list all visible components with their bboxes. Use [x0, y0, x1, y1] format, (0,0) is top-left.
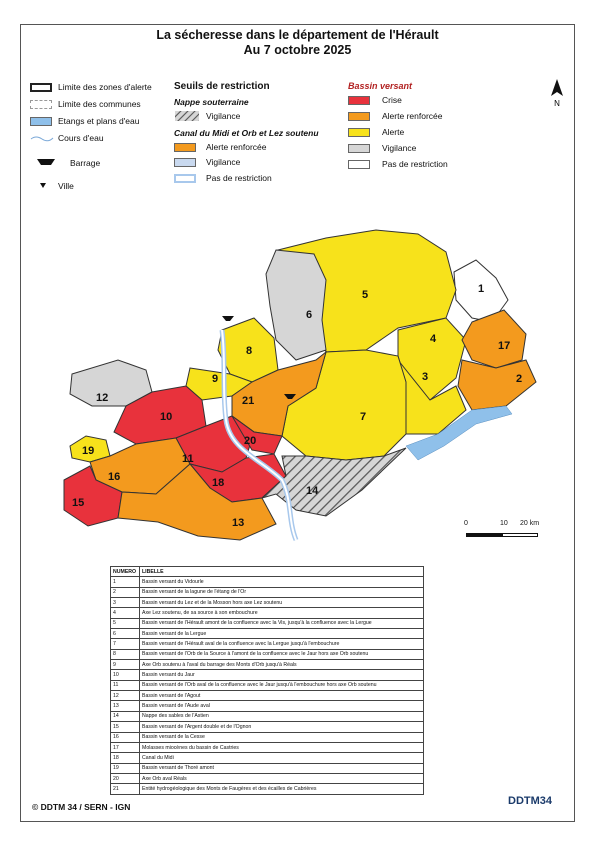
alerte-renforcee-swatch: [348, 112, 370, 121]
row-number: 1: [111, 577, 140, 587]
footer-credits: © DDTM 34 / SERN - IGN: [32, 802, 131, 812]
row-label: Bassin versant du Vidourle: [140, 577, 424, 587]
zone-label-14: 14: [306, 485, 319, 497]
row-number: 10: [111, 670, 140, 680]
zone-label-2: 2: [516, 373, 523, 385]
row-number: 16: [111, 732, 140, 742]
row-label: Canal du Midi: [140, 753, 424, 763]
title-line-1: La sécheresse dans le département de l'Hérault: [156, 28, 439, 42]
zone-label-8: 8: [246, 345, 253, 357]
zones-table: [110, 566, 424, 795]
zone-label-1: 1: [478, 283, 485, 295]
north-label: N: [554, 99, 560, 108]
legend-nappe-vigilance: Vigilance: [206, 111, 241, 121]
table-row: [111, 784, 424, 794]
scale-zero: 0: [464, 520, 468, 527]
zone-label-19: 19: [82, 445, 95, 457]
table-row: [111, 618, 424, 628]
row-number: 8: [111, 649, 140, 659]
zone-2: [458, 360, 536, 410]
scale-bar: [462, 520, 542, 540]
row-number: 2: [111, 587, 140, 597]
row-number: 18: [111, 753, 140, 763]
row-label: Bassin versant de la Lergue: [140, 629, 424, 639]
row-label: Bassin versant de Thoré amont: [140, 763, 424, 773]
zone-label-12: 12: [96, 392, 109, 404]
zone-label-11: 11: [182, 453, 194, 465]
scale-segment-2: [502, 533, 538, 537]
town-icon: [39, 182, 47, 190]
row-number: 7: [111, 639, 140, 649]
row-label: Axe Orb aval Réals: [140, 773, 424, 783]
row-label: Bassin versant de l'Hérault amont de la confluence avec la Vis, jusqu'à la confluence avec la Lergue: [140, 618, 424, 628]
row-label: Bassin versant du Jaur: [140, 670, 424, 680]
legend-rivers: Cours d'eau: [58, 133, 104, 143]
legend-town: Ville: [58, 181, 74, 191]
row-number: 3: [111, 598, 140, 608]
zone-label-3: 3: [422, 371, 429, 383]
row-label: Axe Lez soutenu, de sa source à son embouchure: [140, 608, 424, 618]
table-row: [111, 722, 424, 732]
nappe-vigilance-swatch: [174, 110, 200, 122]
dam-icon: [222, 316, 234, 321]
row-label: Bassin versant de l'Orb de la Source à l'amont de la confluence avec le Jaur hors axe Orb soutenu: [140, 649, 424, 659]
table-row: [111, 763, 424, 773]
legend: [26, 76, 570, 201]
water-bodies-swatch: [30, 117, 52, 126]
zone-label-20: 20: [244, 435, 257, 447]
table-row: [111, 670, 424, 680]
table-header: [111, 567, 424, 577]
row-label: Bassin versant de la lagune de l'étang de l'Or: [140, 587, 424, 597]
table-row: [111, 732, 424, 742]
header-lib: LIBELLE: [140, 567, 424, 577]
map-title: [0, 28, 595, 58]
legend-canal-vigilance: Vigilance: [206, 157, 241, 167]
zone-label-10: 10: [160, 411, 173, 423]
table-row: [111, 577, 424, 587]
row-number: 6: [111, 629, 140, 639]
legend-nappe-title: Nappe souterraine: [174, 97, 249, 107]
table-row: [111, 660, 424, 670]
legend-canal-pas: Pas de restriction: [206, 173, 272, 183]
canal-vigilance-swatch: [174, 158, 196, 167]
legend-zones-limit: Limite des zones d'alerte: [58, 82, 152, 92]
row-label: Bassin versant de l'Agout: [140, 691, 424, 701]
row-label: Bassin versant de l'Argent double et de l'Ognon: [140, 722, 424, 732]
alerte-swatch: [348, 128, 370, 137]
zone-label-6: 6: [306, 309, 313, 321]
row-label: Bassin versant de l'Aude aval: [140, 701, 424, 711]
row-label: Bassin versant de l'Orb aval de la confluence avec le Jaur jusqu'à l'embouchure hors axe Orb soutenu: [140, 680, 424, 690]
row-label: Bassin versant de l'Hérault aval de la confluence avec la Lergue jusqu'à l'embouchure: [140, 639, 424, 649]
crise-swatch: [348, 96, 370, 105]
zone-label-5: 5: [362, 289, 369, 301]
zone-label-15: 15: [72, 497, 85, 509]
legend-crise: Crise: [382, 95, 402, 105]
table-row: [111, 608, 424, 618]
legend-water-bodies: Etangs et plans d'eau: [58, 116, 140, 126]
legend-canal-title: Canal du Midi et Orb et Lez soutenu: [174, 128, 319, 138]
legend-communes-limit: Limite des communes: [58, 99, 141, 109]
zone-label-13: 13: [232, 517, 245, 529]
table-row: [111, 691, 424, 701]
row-number: 17: [111, 742, 140, 752]
vigilance-swatch: [348, 144, 370, 153]
zones-limit-swatch: [30, 83, 52, 92]
title-line-2: Au 7 octobre 2025: [243, 43, 352, 57]
header-num: NUMERO: [111, 567, 140, 577]
north-arrow-icon: [548, 78, 566, 108]
legend-canal-alerte-renforcee: Alerte renforcée: [206, 142, 267, 152]
legend-alerte-renforcee: Alerte renforcée: [382, 111, 443, 121]
row-number: 15: [111, 722, 140, 732]
table-row: [111, 598, 424, 608]
zone-label-16: 16: [108, 471, 121, 483]
legend-vigilance: Vigilance: [382, 143, 417, 153]
row-number: 19: [111, 763, 140, 773]
table-row: [111, 701, 424, 711]
row-number: 4: [111, 608, 140, 618]
ddtm-logo: DDTM34: [508, 795, 553, 807]
table-row: [111, 587, 424, 597]
table-row: [111, 753, 424, 763]
legend-alerte: Alerte: [382, 127, 405, 137]
row-label: Bassin versant du Lez et de la Mosson hors axe Lez soutenu: [140, 598, 424, 608]
row-number: 21: [111, 784, 140, 794]
legend-pas: Pas de restriction: [382, 159, 448, 169]
zone-label-9: 9: [212, 373, 219, 385]
table-row: [111, 680, 424, 690]
row-number: 20: [111, 773, 140, 783]
zone-label-18: 18: [212, 477, 225, 489]
canal-pas-swatch: [174, 174, 196, 183]
table-row: [111, 773, 424, 783]
row-label: Axe Orb soutenu à l'aval du barrage des Monts d'Orb jusqu'à Réals: [140, 660, 424, 670]
legend-seuils-title: Seuils de restriction: [174, 81, 270, 92]
legend-bassin-title: Bassin versant: [348, 81, 413, 91]
row-number: 9: [111, 660, 140, 670]
table-row: [111, 742, 424, 752]
communes-limit-swatch: [30, 100, 52, 109]
row-number: 11: [111, 680, 140, 690]
scale-twenty: 20 km: [520, 520, 540, 527]
zone-label-21: 21: [242, 395, 255, 407]
scale-ten: 10: [500, 520, 508, 527]
canal-alerte-renforcee-swatch: [174, 143, 196, 152]
legend-dam: Barrage: [70, 158, 101, 168]
herault-map: [26, 210, 570, 555]
dam-icon: [36, 157, 56, 167]
table-row: [111, 711, 424, 721]
table-body: [111, 577, 424, 794]
zone-17: [462, 310, 526, 368]
row-label: Bassin versant de la Cesse: [140, 732, 424, 742]
zone-label-4: 4: [430, 333, 437, 345]
zone-label-7: 7: [360, 411, 367, 423]
row-label: Molasses miocènes du bassin de Castries: [140, 742, 424, 752]
table-row: [111, 629, 424, 639]
zone-label-17: 17: [498, 340, 511, 352]
row-label: Entité hydrogéologique des Monts de Faugères et des écailles de Cabrières: [140, 784, 424, 794]
scale-segment-1: [466, 533, 502, 537]
table-row: [111, 649, 424, 659]
row-number: 13: [111, 701, 140, 711]
river-swatch: [30, 133, 54, 143]
row-number: 5: [111, 618, 140, 628]
row-number: 12: [111, 691, 140, 701]
pas-swatch: [348, 160, 370, 169]
row-label: Nappe des sables de l'Astien: [140, 711, 424, 721]
row-number: 14: [111, 711, 140, 721]
table-row: [111, 639, 424, 649]
